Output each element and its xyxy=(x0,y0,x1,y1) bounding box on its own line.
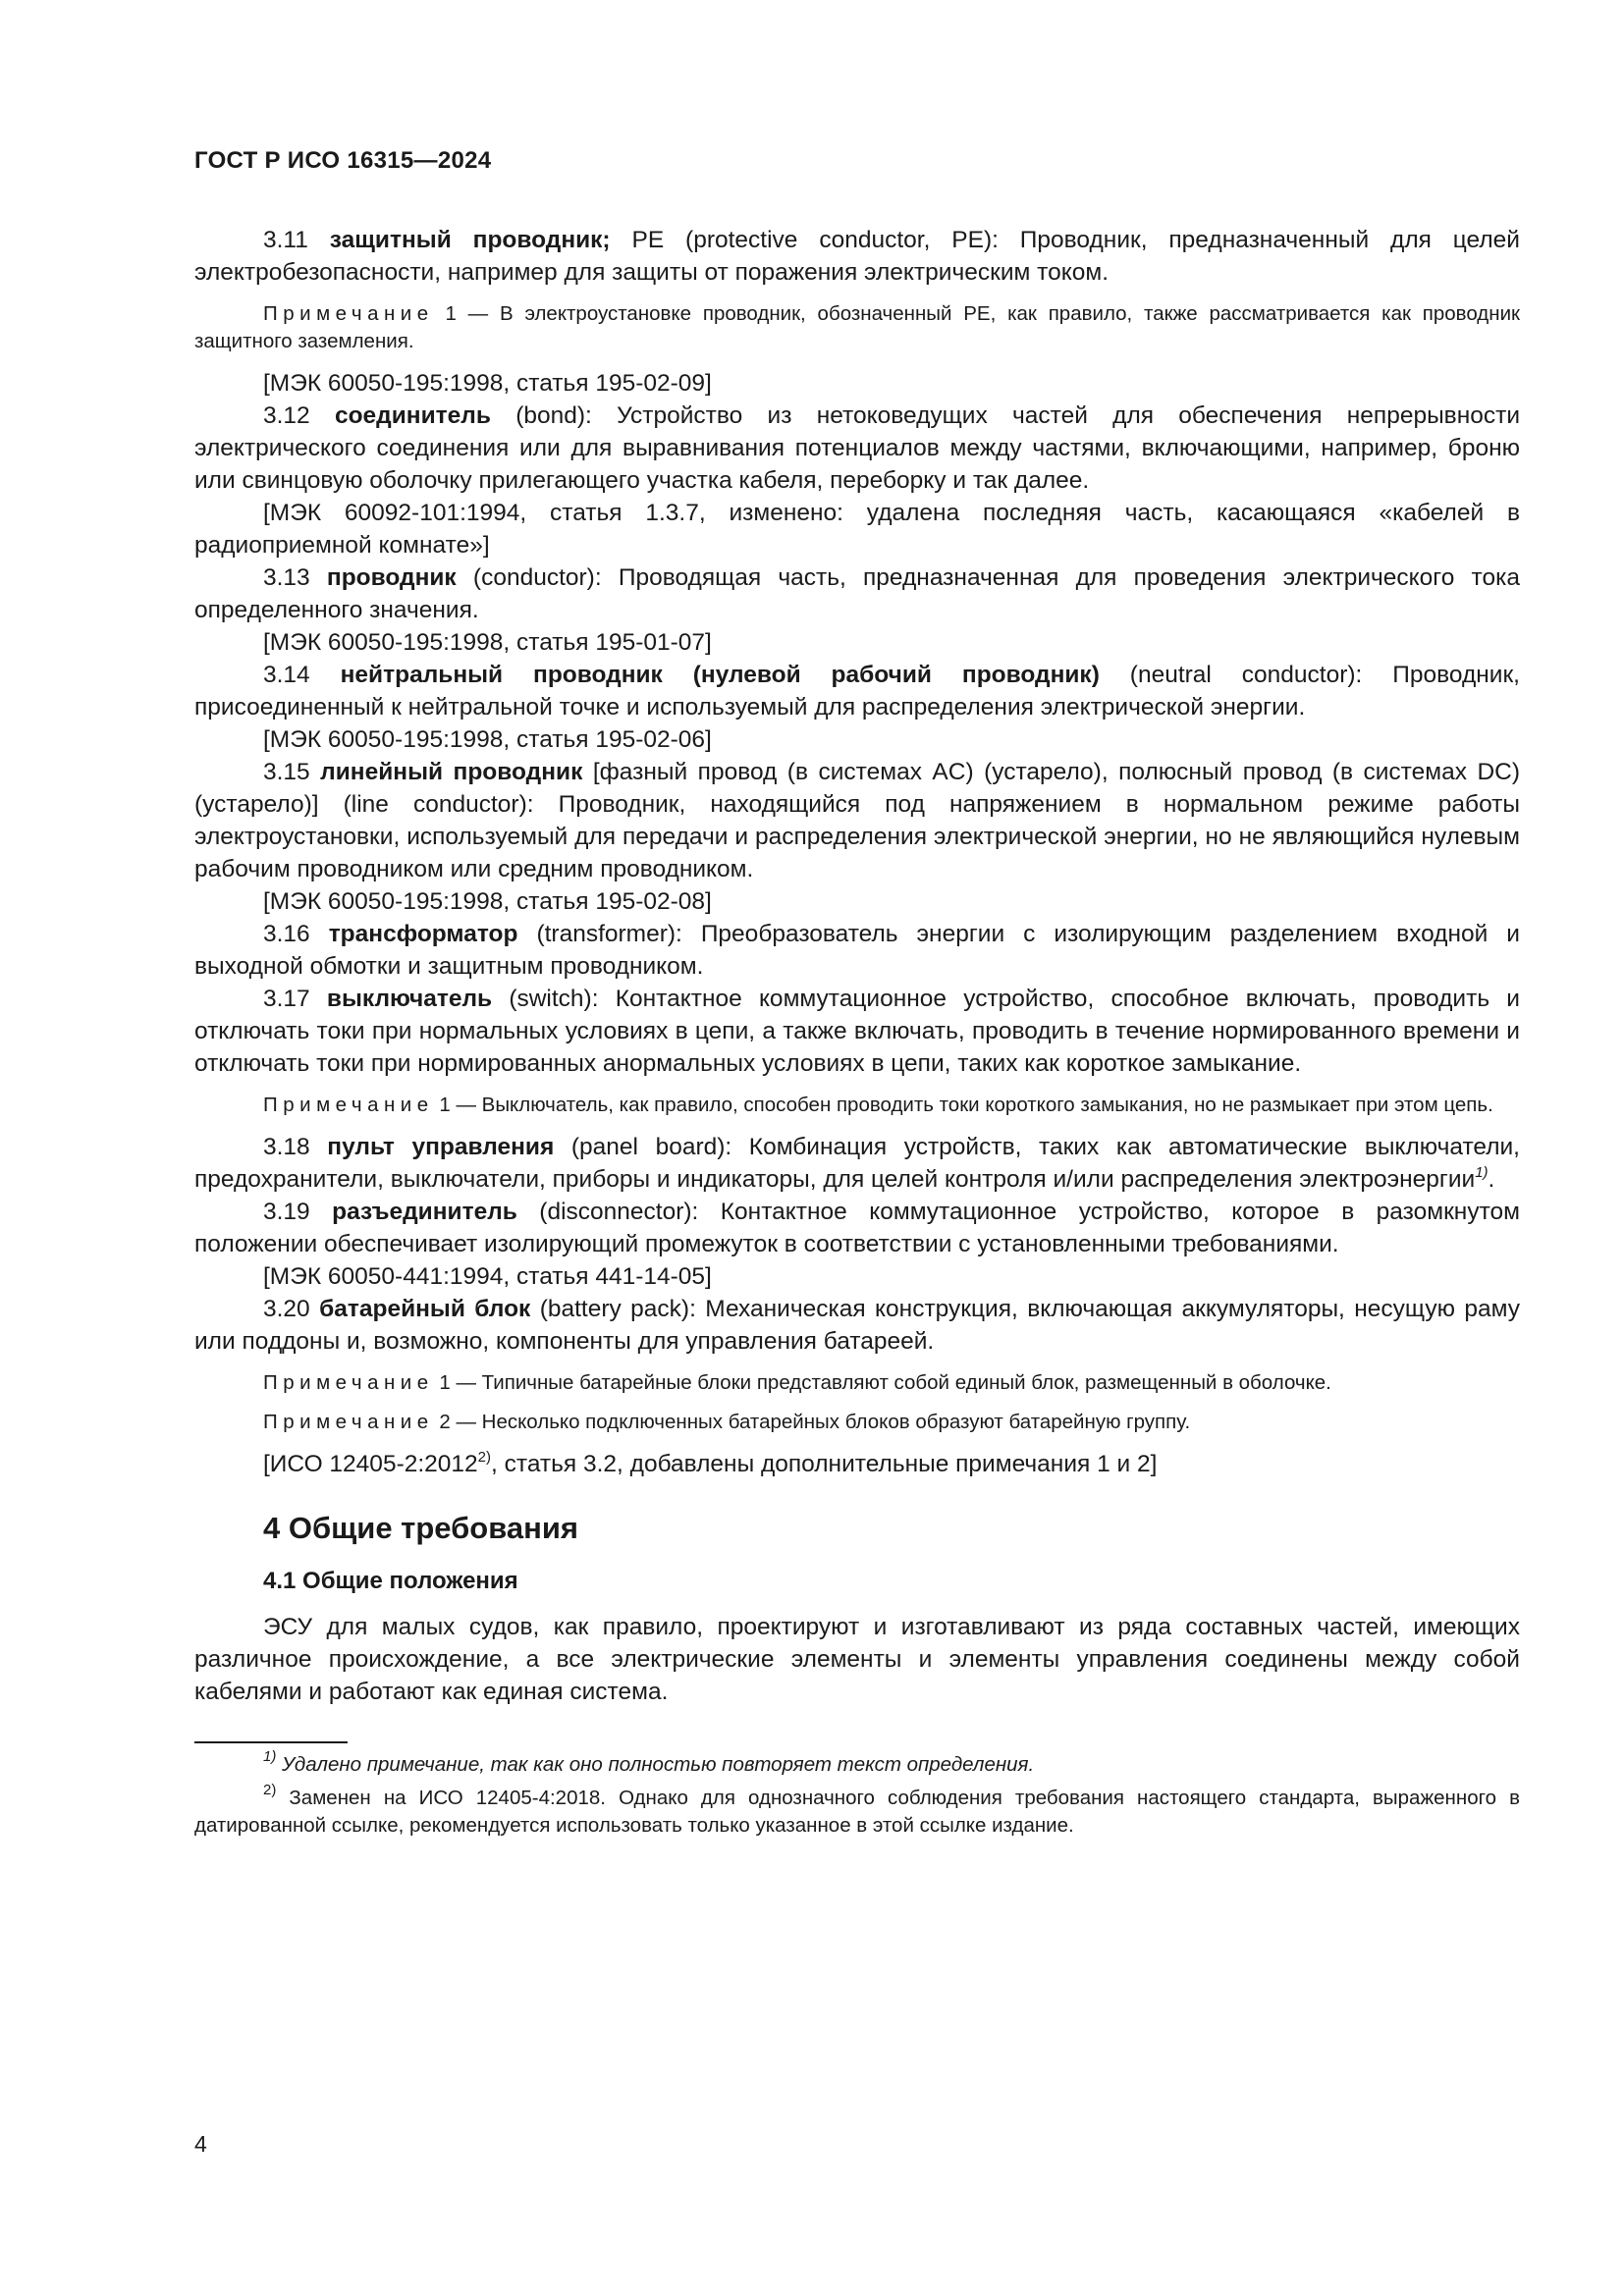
note: Примечание 2 — Несколько подключенных батарейных блоков образуют батарейную группу. xyxy=(263,1411,1191,1433)
definition-3-11: 3.11 защитный проводник; PE (protective conductor, PE): Проводник, предназначенный для целей электробезопасности, например для защиты от поражения электрическим током. xyxy=(194,227,1520,286)
document-body xyxy=(194,224,1520,1845)
source-reference: [МЭК 60050-441:1994, статья 441-14-05] xyxy=(263,1263,712,1290)
term: линейный проводник xyxy=(320,759,583,785)
subsection-heading: 4.1 Общие положения xyxy=(263,1568,518,1594)
definition-3-16: 3.16 трансформатор (transformer): Преобразователь энергии с изолирующим разделением входной и выходной обмотки и защитным проводником. xyxy=(194,921,1520,980)
definition-3-13: 3.13 проводник (conductor): Проводящая часть, предназначенная для проведения электрического тока определенного значения. xyxy=(194,564,1520,623)
term: батарейный блок xyxy=(319,1296,531,1322)
footnote-ref[interactable]: 1) xyxy=(1475,1164,1489,1181)
definition-3-15: 3.15 линейный проводник [фазный провод (в системах AC) (устарело), полюсный провод (в системах DC) (устарело)] (line conductor): Проводник, находящийся под напряжением в нормальном режиме работы электроустановки, используемый для передачи и распределения электрической энергии, но не являющийся нулевым рабочим проводником или средним проводником. xyxy=(194,759,1521,882)
term: выключатель xyxy=(326,986,493,1012)
note: Примечание 1 — Типичные батарейные блоки представляют собой единый блок, размещенный в оболочке. xyxy=(263,1371,1331,1394)
source-reference: [МЭК 60092-101:1994, статья 1.3.7, изменено: удалена последняя часть, касающаяся «кабелей в радиоприемной комнате»] xyxy=(194,500,1520,559)
term: трансформатор xyxy=(328,921,518,947)
note: Примечание 1 — В электроустановке проводник, обозначенный PE, как правило, также рассматривается как проводник защитного заземления. xyxy=(194,302,1520,352)
definition-3-12: 3.12 соединитель (bond): Устройство из нетоковедущих частей для обеспечения непрерывности электрического соединения или для выравнивания потенциалов между частями, включающими, например, броню или свинцовую оболочку прилегающего участка кабеля, переборку и так далее. xyxy=(194,402,1521,494)
term: разъединитель xyxy=(332,1199,517,1225)
term: соединитель xyxy=(334,402,491,429)
footnote-ref[interactable]: 2) xyxy=(477,1449,492,1466)
note: Примечание 1 — Выключатель, как правило, способен проводить токи короткого замыкания, но не размыкает при этом цепь. xyxy=(263,1094,1493,1116)
source-reference: [МЭК 60050-195:1998, статья 195-02-08] xyxy=(263,888,712,915)
source-reference: [ИСО 12405-2:2012$^{2)}$, статья 3.2, добавлены дополнительные примечания 1 и 2] xyxy=(263,1449,1158,1477)
source-reference: [МЭК 60050-195:1998, статья 195-02-06] xyxy=(263,726,712,753)
section-heading: 4 Общие требования xyxy=(263,1511,578,1545)
definition-3-14: 3.14 нейтральный проводник (нулевой рабочий проводник) (neutral conductor): Проводник, присоединенный к нейтральной точке и используемый для распределения электрической энергии. xyxy=(194,662,1520,721)
body-paragraph: ЭСУ для малых судов, как правило, проектируют и изготавливают из ряда составных частей, имеющих различное происхождение, а все электрические элементы и элементы управления соединены между собой кабелями и работают как единая система. xyxy=(194,1614,1520,1705)
footnote-divider xyxy=(194,1741,348,1743)
footnote-1: $^{1)}$ Удалено примечание, так как оно полностью повторяет текст определения. xyxy=(263,1748,1035,1776)
definition-3-19: 3.19 разъединитель (disconnector): Контактное коммутационное устройство, которое в разомкнутом положении обеспечивает изолирующий промежуток в соответствии с установленными требованиями. xyxy=(194,1199,1520,1257)
page-number: 4 xyxy=(194,2131,207,2157)
footnote-2: $^{2)}$ Заменен на ИСО 12405-4:2018. Однако для однозначного соблюдения требования настоящего стандарта, выраженного в датированной ссылке, рекомендуется использовать только указанное в этой ссылке издание. xyxy=(194,1782,1520,1837)
term: проводник xyxy=(326,564,457,591)
term: пульт управления xyxy=(327,1134,555,1160)
definition-3-20: 3.20 батарейный блок (battery pack): Механическая конструкция, включающая аккумуляторы, несущую раму или поддоны и, возможно, компоненты для управления батареей. xyxy=(194,1296,1521,1355)
definition-3-18: 3.18 пульт управления (panel board): Комбинация устройств, таких как автоматические выключатели, предохранители, выключатели, приборы и индикаторы, для целей контроля и/или распределения электроэнергии$^{1)}$. xyxy=(194,1134,1520,1193)
source-reference: [МЭК 60050-195:1998, статья 195-01-07] xyxy=(263,629,712,656)
term: защитный проводник; xyxy=(329,227,611,253)
source-reference: [МЭК 60050-195:1998, статья 195-02-09] xyxy=(263,370,712,397)
definition-3-17: 3.17 выключатель (switch): Контактное коммутационное устройство, способное включать, проводить и отключать токи при нормальных условиях в цепи, а также включать, проводить в течение нормированного времени и отключать токи при нормированных анормальных условиях в цепи, таких как короткое замыкание. xyxy=(194,986,1520,1077)
term: нейтральный проводник (нулевой рабочий проводник) xyxy=(340,662,1100,688)
document-header: ГОСТ Р ИСО 16315—2024 xyxy=(194,147,492,174)
